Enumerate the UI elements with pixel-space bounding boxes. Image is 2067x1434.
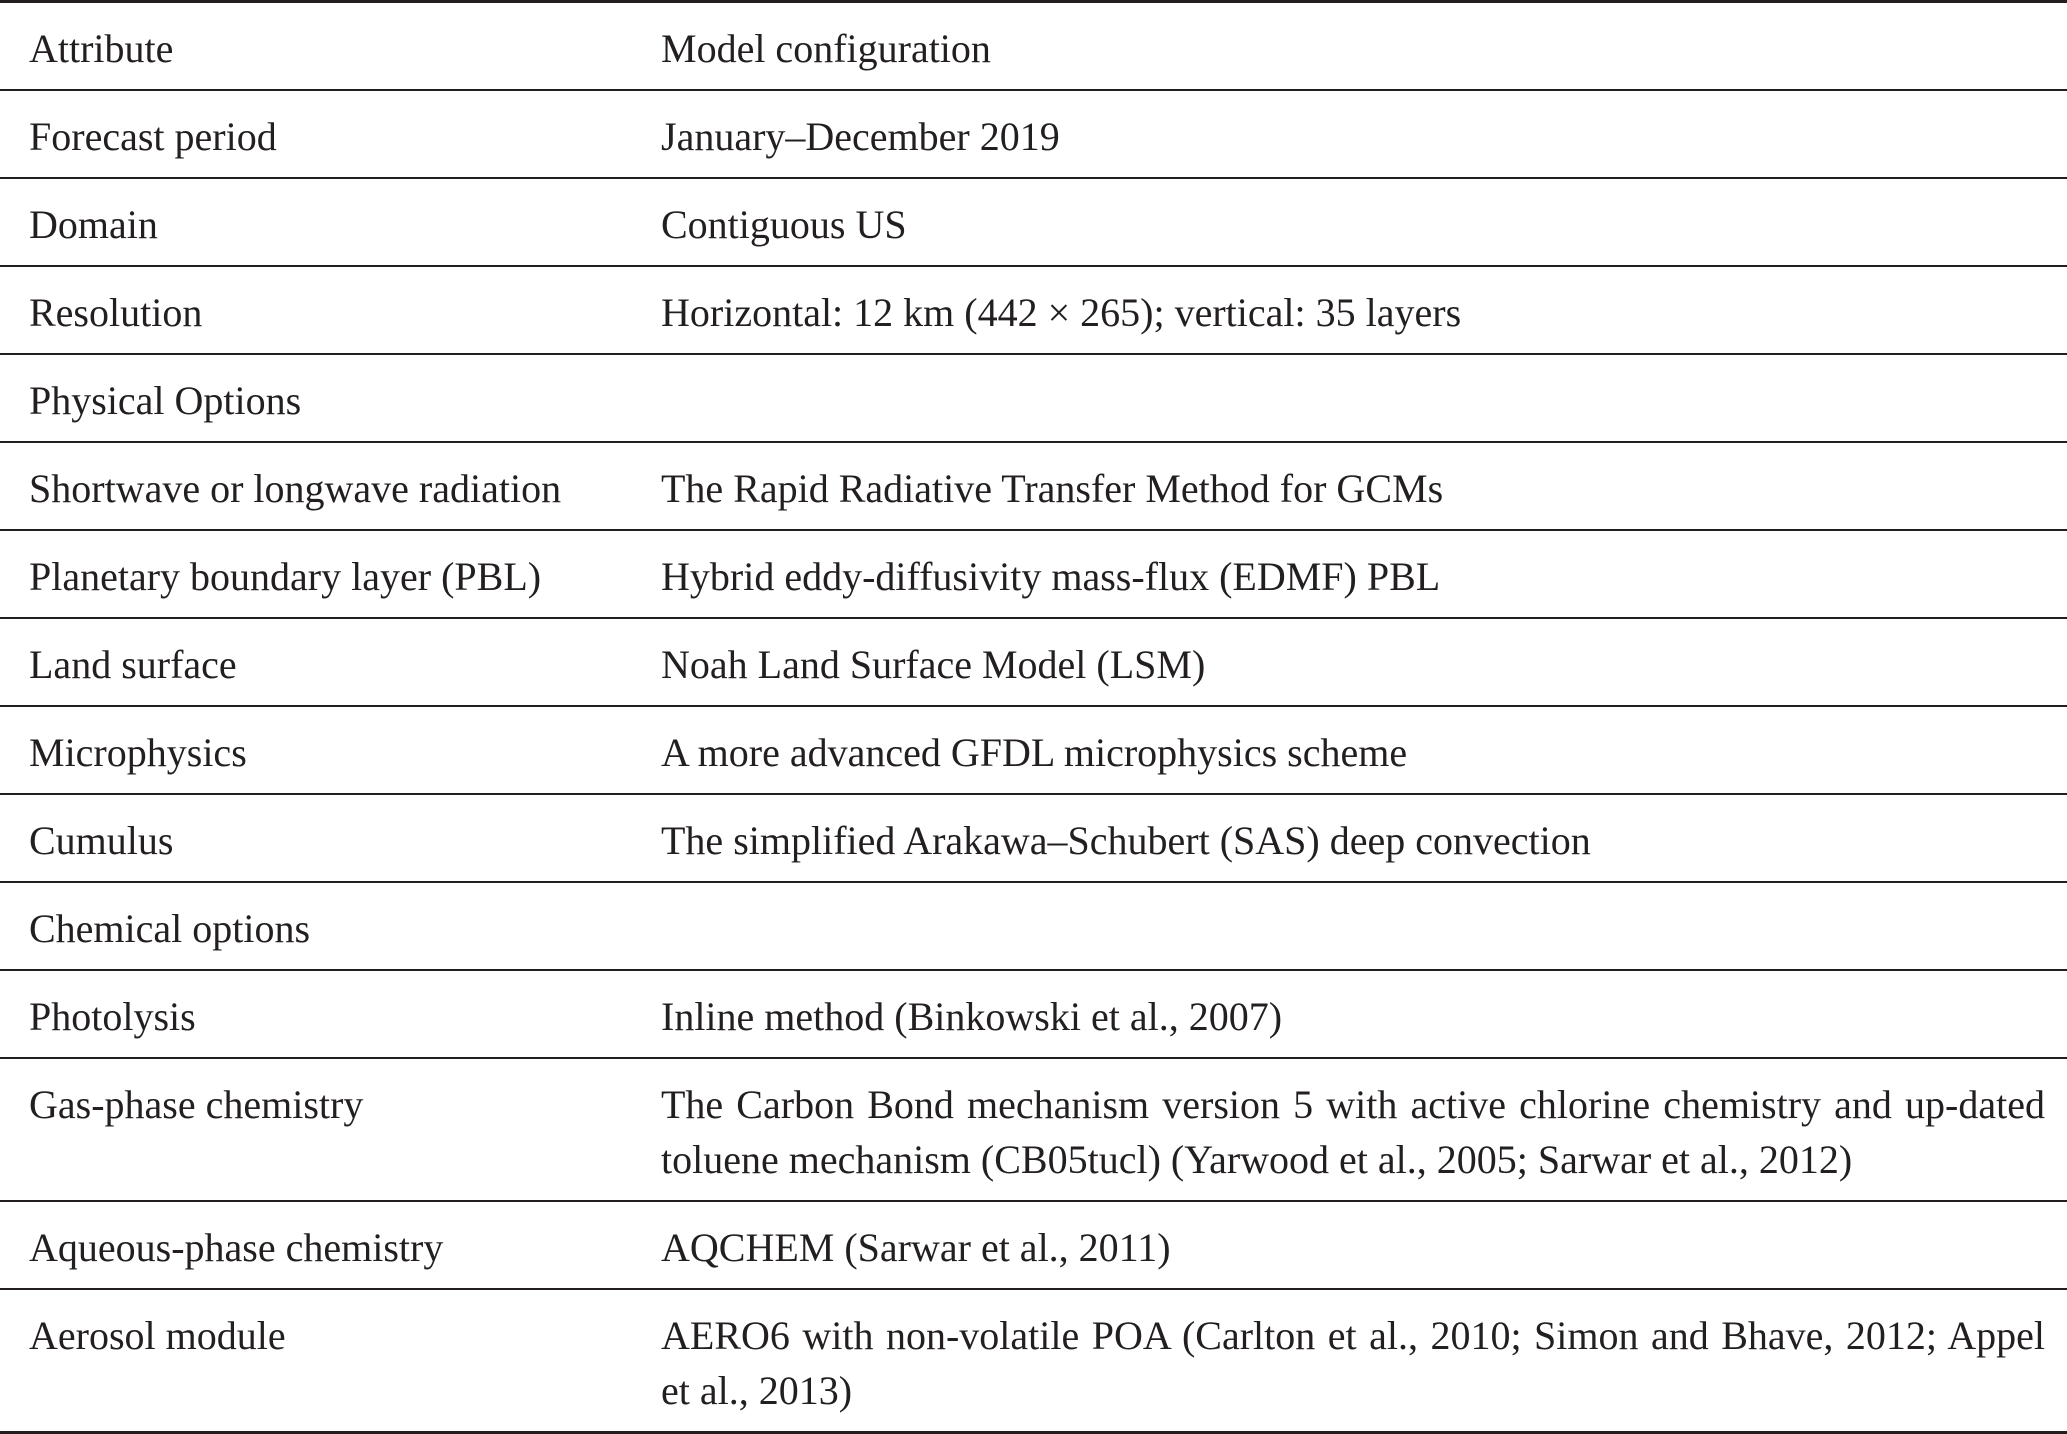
table-section-row: [0, 354, 2067, 442]
row-attribute: Domain: [0, 178, 661, 266]
row-value: The Rapid Radiative Transfer Method for GCMs: [661, 442, 2067, 530]
row-value: Noah Land Surface Model (LSM): [661, 618, 2067, 706]
row-attribute: Microphysics: [0, 706, 661, 794]
row-attribute: Aerosol module: [0, 1289, 661, 1433]
row-value: [661, 882, 2067, 970]
row-attribute: Aqueous-phase chemistry: [0, 1201, 661, 1289]
row-attribute: Land surface: [0, 618, 661, 706]
table-row: [0, 178, 2067, 266]
row-value: [661, 354, 2067, 442]
row-attribute: Gas-phase chemistry: [0, 1058, 661, 1201]
table-row: [0, 706, 2067, 794]
row-value: The Carbon Bond mechanism version 5 with active chlorine chemistry and up-dated toluene mechanism (CB05tucl) (Yarwood et al., 2005; Sarwar et al., 2012): [661, 1058, 2067, 1201]
row-attribute: Forecast period: [0, 90, 661, 178]
row-value: Contiguous US: [661, 178, 2067, 266]
table-row: [0, 90, 2067, 178]
header-configuration: Model configuration: [661, 2, 2067, 91]
table-row: [0, 1201, 2067, 1289]
table-row: [0, 1058, 2067, 1201]
table-row: [0, 266, 2067, 354]
section-heading-chemical: Chemical options: [0, 882, 661, 970]
row-attribute: Photolysis: [0, 970, 661, 1058]
table-row: [0, 1289, 2067, 1433]
row-value: Hybrid eddy-diffusivity mass-flux (EDMF) PBL: [661, 530, 2067, 618]
row-value: January–December 2019: [661, 90, 2067, 178]
table-row: [0, 618, 2067, 706]
table-header-row: [0, 2, 2067, 91]
table-row: [0, 794, 2067, 882]
row-attribute: Planetary boundary layer (PBL): [0, 530, 661, 618]
row-attribute: Shortwave or longwave radiation: [0, 442, 661, 530]
row-value: AERO6 with non-volatile POA (Carlton et al., 2010; Simon and Bhave, 2012; Appel et al., 2013): [661, 1289, 2067, 1433]
row-value: The simplified Arakawa–Schubert (SAS) deep convection: [661, 794, 2067, 882]
table-row: [0, 970, 2067, 1058]
row-attribute: Resolution: [0, 266, 661, 354]
row-attribute: Cumulus: [0, 794, 661, 882]
header-attribute: Attribute: [0, 2, 661, 91]
section-heading-physical: Physical Options: [0, 354, 661, 442]
row-value: A more advanced GFDL microphysics scheme: [661, 706, 2067, 794]
row-value: AQCHEM (Sarwar et al., 2011): [661, 1201, 2067, 1289]
row-value: Inline method (Binkowski et al., 2007): [661, 970, 2067, 1058]
row-value: Horizontal: 12 km (442 × 265); vertical: 35 layers: [661, 266, 2067, 354]
table-row: [0, 442, 2067, 530]
table-section-row: [0, 882, 2067, 970]
table-row: [0, 530, 2067, 618]
